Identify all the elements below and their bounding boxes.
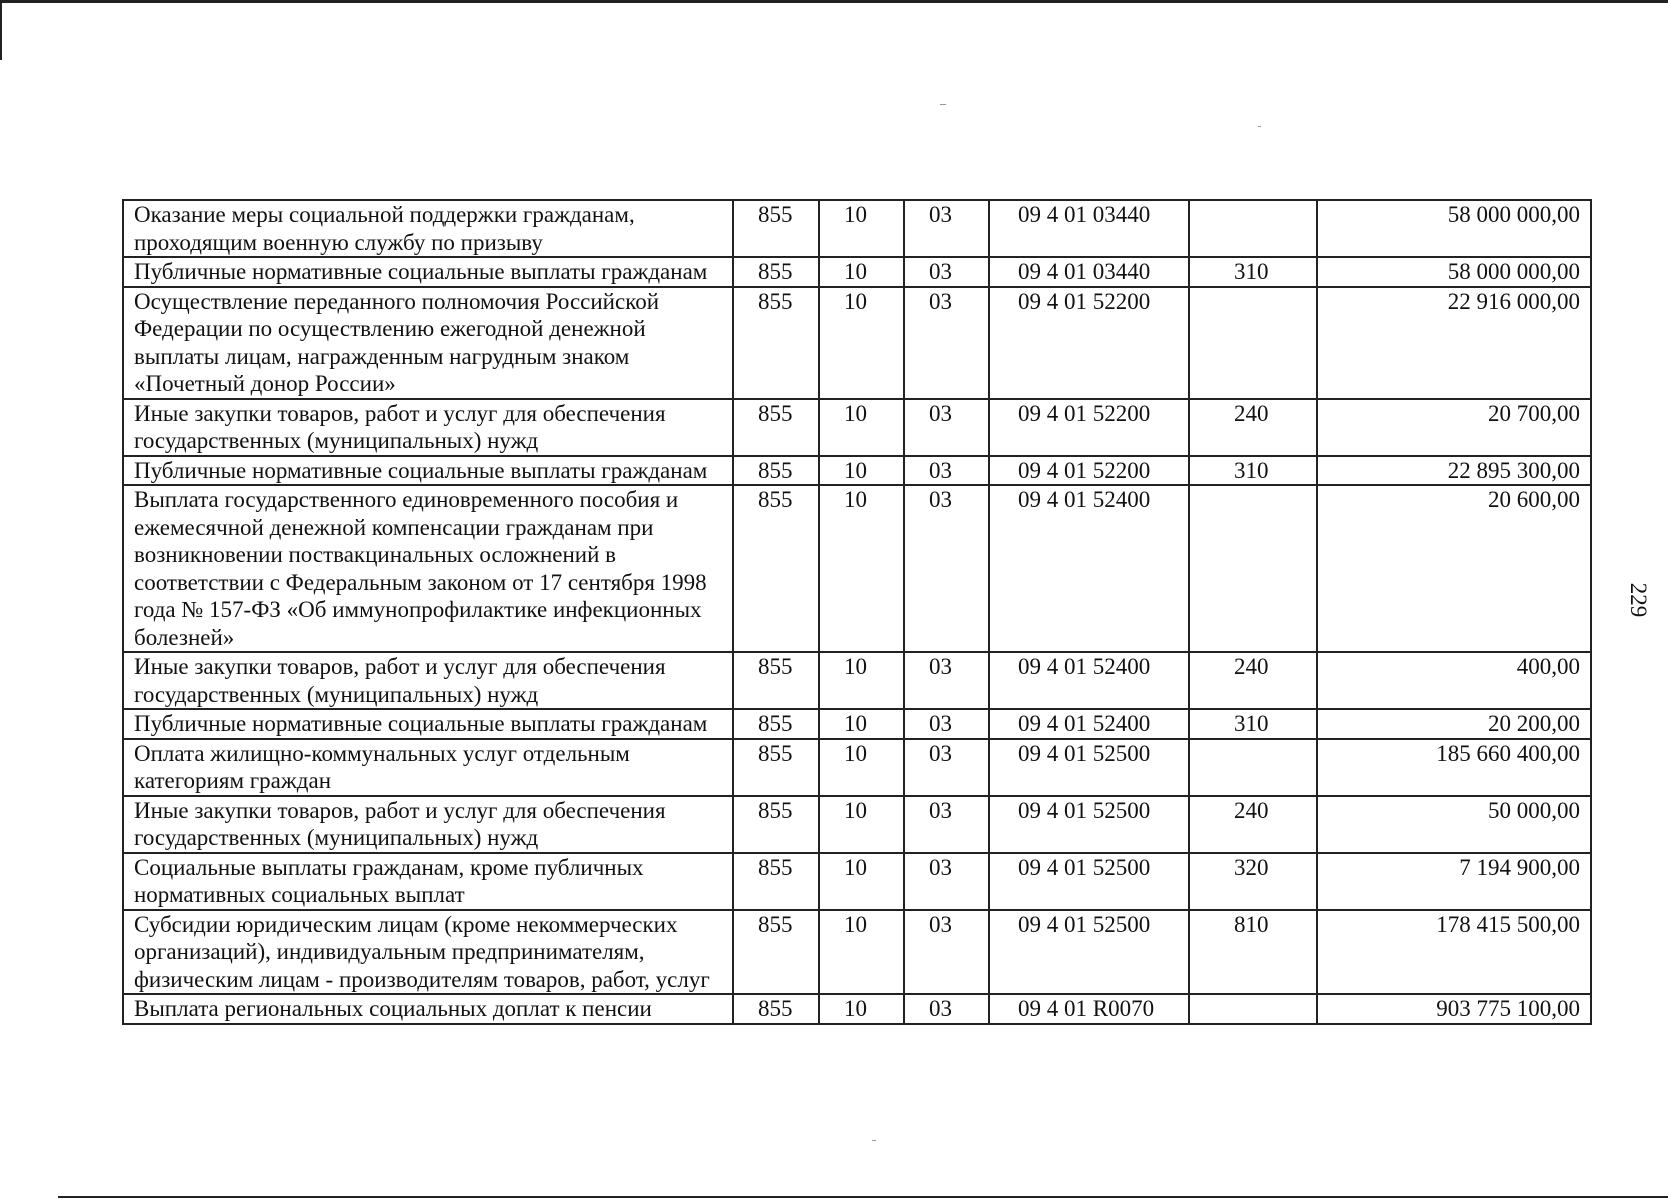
row-expense-type: 310 xyxy=(1189,709,1317,739)
row-name: Выплата государственного единовременного пособия и ежемесячной денежной компенсации гражданам при возникновении поствакцинальных осложнений в соответствии с Федеральным законом от 17 сентября 1998 года № 157-ФЗ «Об иммунопрофилактике инфекционных болезней» xyxy=(123,485,733,652)
row-target-article: 09 4 01 R0070 xyxy=(989,994,1189,1024)
row-amount: 400,00 xyxy=(1317,652,1591,709)
scan-bottom-line xyxy=(58,1196,1668,1198)
row-section: 10 xyxy=(819,796,904,853)
row-grbs: 855 xyxy=(733,652,819,709)
row-target-article: 09 4 01 52400 xyxy=(989,709,1189,739)
row-amount: 20 600,00 xyxy=(1317,485,1591,652)
table-row xyxy=(123,910,1591,995)
row-amount: 185 660 400,00 xyxy=(1317,739,1591,796)
row-target-article: 09 4 01 03440 xyxy=(989,200,1189,257)
row-grbs: 855 xyxy=(733,287,819,399)
row-section: 10 xyxy=(819,910,904,995)
table-row xyxy=(123,399,1591,456)
row-name: Иные закупки товаров, работ и услуг для обеспечения государственных (муниципальных) нужд xyxy=(123,399,733,456)
scan-speck xyxy=(1258,126,1261,127)
row-grbs: 855 xyxy=(733,709,819,739)
row-name: Субсидии юридическим лицам (кроме некоммерческих организаций), индивидуальным предпринимателям, физическим лицам - производителям товаров, работ, услуг xyxy=(123,910,733,995)
row-grbs: 855 xyxy=(733,200,819,257)
table-row xyxy=(123,853,1591,910)
row-name: Социальные выплаты гражданам, кроме публичных нормативных социальных выплат xyxy=(123,853,733,910)
scan-speck xyxy=(940,104,946,105)
row-section: 10 xyxy=(819,709,904,739)
row-subsection: 03 xyxy=(904,994,989,1024)
row-section: 10 xyxy=(819,994,904,1024)
row-amount: 50 000,00 xyxy=(1317,796,1591,853)
row-target-article: 09 4 01 52200 xyxy=(989,287,1189,399)
row-target-article: 09 4 01 52500 xyxy=(989,796,1189,853)
row-subsection: 03 xyxy=(904,456,989,486)
row-section: 10 xyxy=(819,257,904,287)
row-name: Публичные нормативные социальные выплаты гражданам xyxy=(123,257,733,287)
row-expense-type: 240 xyxy=(1189,652,1317,709)
row-name: Иные закупки товаров, работ и услуг для обеспечения государственных (муниципальных) нужд xyxy=(123,652,733,709)
row-grbs: 855 xyxy=(733,853,819,910)
row-name: Оказание меры социальной поддержки гражданам, проходящим военную службу по призыву xyxy=(123,200,733,257)
row-expense-type xyxy=(1189,739,1317,796)
row-target-article: 09 4 01 52500 xyxy=(989,910,1189,995)
row-subsection: 03 xyxy=(904,910,989,995)
scan-speck xyxy=(872,1140,876,1141)
row-section: 10 xyxy=(819,456,904,486)
table-row xyxy=(123,709,1591,739)
row-section: 10 xyxy=(819,652,904,709)
row-grbs: 855 xyxy=(733,994,819,1024)
row-subsection: 03 xyxy=(904,257,989,287)
row-grbs: 855 xyxy=(733,257,819,287)
row-expense-type: 240 xyxy=(1189,399,1317,456)
page-number: 229 xyxy=(1626,582,1651,618)
row-amount: 20 700,00 xyxy=(1317,399,1591,456)
row-name: Осуществление переданного полномочия Российской Федерации по осуществлению ежегодной денежной выплаты лицам, награжденным нагрудным знаком «Почетный донор России» xyxy=(123,287,733,399)
row-target-article: 09 4 01 52200 xyxy=(989,456,1189,486)
row-section: 10 xyxy=(819,200,904,257)
row-name: Выплата региональных социальных доплат к пенсии xyxy=(123,994,733,1024)
row-subsection: 03 xyxy=(904,739,989,796)
row-expense-type xyxy=(1189,485,1317,652)
table-row xyxy=(123,739,1591,796)
table-row xyxy=(123,796,1591,853)
row-amount: 58 000 000,00 xyxy=(1317,200,1591,257)
row-name: Иные закупки товаров, работ и услуг для обеспечения государственных (муниципальных) нужд xyxy=(123,796,733,853)
row-expense-type xyxy=(1189,994,1317,1024)
row-target-article: 09 4 01 03440 xyxy=(989,257,1189,287)
row-target-article: 09 4 01 52200 xyxy=(989,399,1189,456)
table-row xyxy=(123,994,1591,1024)
row-grbs: 855 xyxy=(733,456,819,486)
row-section: 10 xyxy=(819,853,904,910)
budget-table xyxy=(122,199,1592,1025)
row-name: Публичные нормативные социальные выплаты гражданам xyxy=(123,456,733,486)
table-row xyxy=(123,257,1591,287)
row-subsection: 03 xyxy=(904,652,989,709)
row-amount: 7 194 900,00 xyxy=(1317,853,1591,910)
row-grbs: 855 xyxy=(733,910,819,995)
row-amount: 22 916 000,00 xyxy=(1317,287,1591,399)
row-grbs: 855 xyxy=(733,485,819,652)
row-subsection: 03 xyxy=(904,200,989,257)
row-amount: 22 895 300,00 xyxy=(1317,456,1591,486)
row-expense-type xyxy=(1189,287,1317,399)
scan-top-border xyxy=(0,0,1668,3)
row-target-article: 09 4 01 52400 xyxy=(989,485,1189,652)
table-row xyxy=(123,485,1591,652)
row-subsection: 03 xyxy=(904,485,989,652)
row-section: 10 xyxy=(819,399,904,456)
scan-left-border xyxy=(0,0,2,60)
row-subsection: 03 xyxy=(904,399,989,456)
row-expense-type: 310 xyxy=(1189,456,1317,486)
row-section: 10 xyxy=(819,739,904,796)
row-target-article: 09 4 01 52500 xyxy=(989,739,1189,796)
table-row xyxy=(123,287,1591,399)
row-grbs: 855 xyxy=(733,399,819,456)
table-row xyxy=(123,200,1591,257)
row-grbs: 855 xyxy=(733,739,819,796)
table-row xyxy=(123,456,1591,486)
row-target-article: 09 4 01 52400 xyxy=(989,652,1189,709)
row-subsection: 03 xyxy=(904,796,989,853)
row-subsection: 03 xyxy=(904,287,989,399)
row-grbs: 855 xyxy=(733,796,819,853)
row-section: 10 xyxy=(819,287,904,399)
row-expense-type: 320 xyxy=(1189,853,1317,910)
row-name: Оплата жилищно-коммунальных услуг отдельным категориям граждан xyxy=(123,739,733,796)
row-expense-type xyxy=(1189,200,1317,257)
row-target-article: 09 4 01 52500 xyxy=(989,853,1189,910)
row-amount: 20 200,00 xyxy=(1317,709,1591,739)
row-amount: 58 000 000,00 xyxy=(1317,257,1591,287)
row-expense-type: 810 xyxy=(1189,910,1317,995)
row-subsection: 03 xyxy=(904,853,989,910)
row-name: Публичные нормативные социальные выплаты гражданам xyxy=(123,709,733,739)
table-row xyxy=(123,652,1591,709)
row-amount: 178 415 500,00 xyxy=(1317,910,1591,995)
row-amount: 903 775 100,00 xyxy=(1317,994,1591,1024)
row-expense-type: 310 xyxy=(1189,257,1317,287)
row-expense-type: 240 xyxy=(1189,796,1317,853)
row-section: 10 xyxy=(819,485,904,652)
row-subsection: 03 xyxy=(904,709,989,739)
